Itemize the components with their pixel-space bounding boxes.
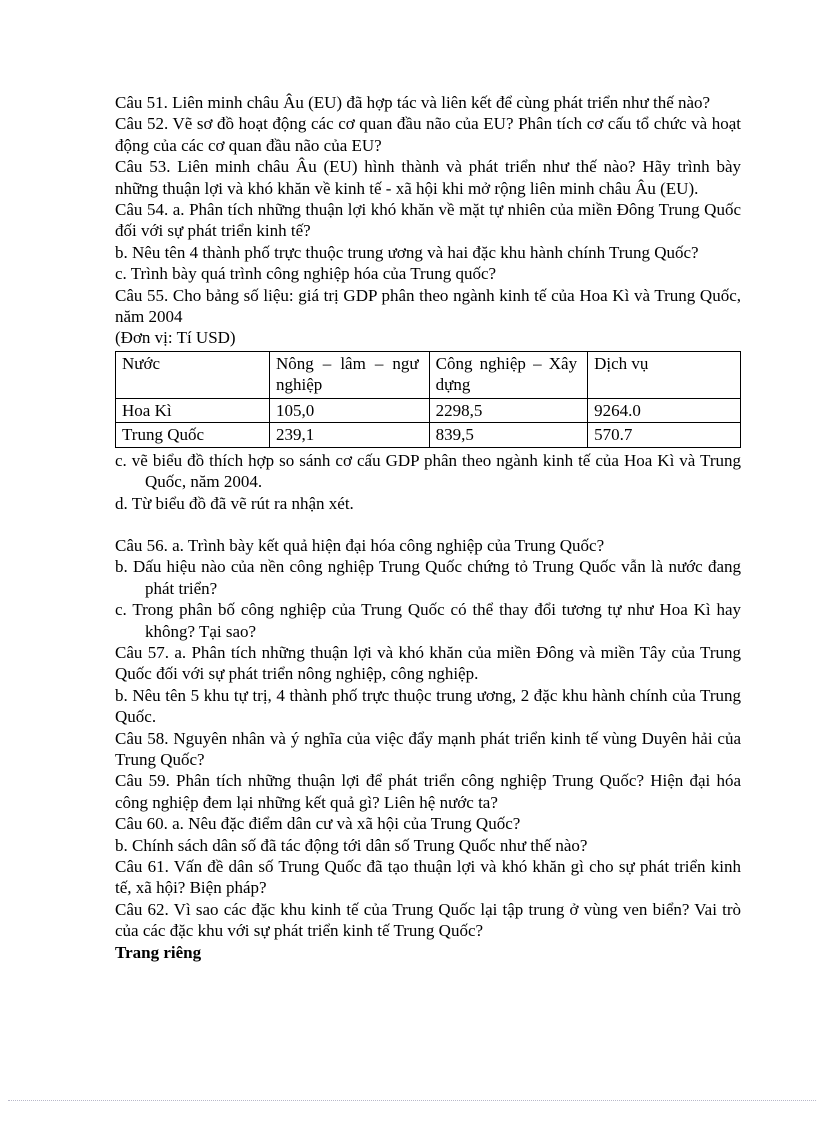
paragraph-cau-55d: d. Từ biểu đồ đã vẽ rút ra nhận xét.: [115, 493, 354, 513]
paragraph-cau-54c: c. Trình bày quá trình công nghiệp hóa của Trung quốc?: [115, 264, 497, 284]
paragraph-cau-57a: Câu 57. a. Phân tích những thuận lợi và khó khăn của miền Đông và miền Tây của Trung Quốc đối với sự phát triển nông nghiệp, công nghiệp.: [115, 642, 741, 684]
cell-agriculture: 105,0: [269, 398, 429, 422]
col-header-agriculture: Nông – lâm – ngư nghiệp: [269, 351, 429, 398]
paragraph-cau-54b: b. Nêu tên 4 thành phố trực thuộc trung ương và hai đặc khu hành chính Trung Quốc?: [115, 242, 699, 262]
paragraph-cau-54a: Câu 54. a. Phân tích những thuận lợi khó khăn về mặt tự nhiên của miền Đông Trung Quốc đối với sự phát triển kinh tế?: [115, 200, 741, 241]
cell-industry: 2298,5: [429, 398, 588, 422]
cell-agriculture: 239,1: [269, 423, 429, 447]
cell-services: 570.7: [588, 423, 741, 447]
cell-country: Hoa Kì: [116, 398, 270, 422]
paragraph-cau-56c: c. Trong phân bố công nghiệp của Trung Quốc có thể thay đổi tương tự như Hoa Kì hay không? Tại sao?: [115, 600, 741, 641]
paragraph-cau-51: Câu 51. Liên minh châu Âu (EU) đã hợp tác và liên kết để cùng phát triển như thế nào?: [115, 93, 711, 112]
col-header-industry: Công nghiệp – Xây dựng: [429, 351, 588, 398]
paragraph-cau-55-intro: Câu 55. Cho bảng số liệu: giá trị GDP phân theo ngành kinh tế của Hoa Kì và Trung Quốc, năm 2004: [115, 285, 741, 327]
paragraph-cau-56b: b. Dấu hiệu nào của nền công nghiệp Trung Quốc chứng tỏ Trung Quốc vẫn là nước đang phát triển?: [115, 557, 741, 598]
paragraph-cau-60a: Câu 60. a. Nêu đặc điểm dân cư và xã hội của Trung Quốc?: [115, 814, 521, 834]
heading-trang-rieng: Trang riêng: [115, 942, 202, 962]
paragraph-unit-note: (Đơn vị: Tí USD): [115, 328, 236, 348]
cell-industry: 839,5: [429, 423, 588, 447]
gdp-table-header-row: [116, 351, 741, 398]
gdp-table: [115, 351, 741, 448]
table-row-hoa-ki: [116, 398, 741, 422]
col-header-country: Nước: [116, 351, 270, 398]
page-bottom-dotted-line: [8, 1100, 816, 1101]
cell-services: 9264.0: [588, 398, 741, 422]
paragraph-cau-55c: c. vẽ biểu đồ thích hợp so sánh cơ cấu GDP phân theo ngành kinh tế của Hoa Kì và Trung Quốc, năm 2004.: [115, 450, 741, 492]
paragraph-cau-52: Câu 52. Vẽ sơ đồ hoạt động các cơ quan đầu não của EU? Phân tích cơ cấu tổ chức và hoạt động của các cơ quan đầu não của EU?: [115, 114, 741, 155]
paragraph-cau-57b: b. Nêu tên 5 khu tự trị, 4 thành phố trực thuộc trung ương, 2 đặc khu hành chính của Trung Quốc.: [115, 685, 741, 727]
cell-country: Trung Quốc: [116, 423, 270, 447]
paragraph-cau-56a: Câu 56. a. Trình bày kết quả hiện đại hóa công nghiệp của Trung Quốc?: [115, 535, 605, 555]
table-row-trung-quoc: [116, 423, 741, 447]
paragraph-cau-61: Câu 61. Vấn đề dân số Trung Quốc đã tạo thuận lợi và khó khăn gì cho sự phát triển kinh tế, xã hội? Biện pháp?: [115, 857, 741, 898]
paragraph-cau-59: Câu 59. Phân tích những thuận lợi để phát triển công nghiệp Trung Quốc? Hiện đại hóa công nghiệp đem lại những kết quả gì? Liên hệ nước ta?: [115, 771, 741, 812]
paragraph-cau-60b: b. Chính sách dân số đã tác động tới dân số Trung Quốc như thế nào?: [115, 835, 588, 855]
col-header-services: Dịch vụ: [588, 351, 741, 398]
paragraph-cau-62: Câu 62. Vì sao các đặc khu kinh tế của Trung Quốc lại tập trung ở vùng ven biển? Vai trò của các đặc khu với sự phát triển kinh tế Trung Quốc?: [115, 899, 741, 941]
paragraph-cau-53: Câu 53. Liên minh châu Âu (EU) hình thành và phát triển như thế nào? Hãy trình bày những thuận lợi và khó khăn về kinh tế - xã hội khi mở rộng liên minh châu Âu (EU).: [115, 157, 741, 198]
paragraph-cau-58: Câu 58. Nguyên nhân và ý nghĩa của việc đẩy mạnh phát triển kinh tế vùng Duyên hải của Trung Quốc?: [115, 728, 741, 769]
document-content: [115, 92, 741, 963]
